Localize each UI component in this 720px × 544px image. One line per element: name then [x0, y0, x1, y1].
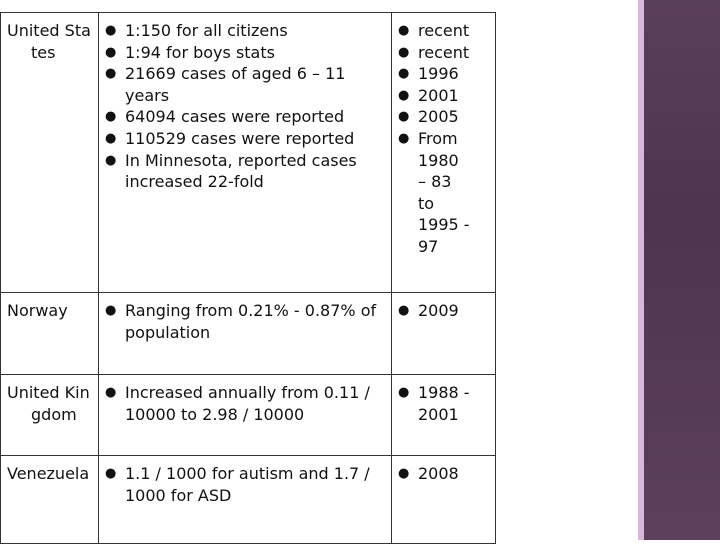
bullet-icon: ● — [105, 385, 117, 400]
bullet-icon: ● — [398, 23, 410, 38]
stats-list — [103, 20, 387, 193]
bullet-icon: ● — [398, 44, 410, 60]
bullet-icon: ● — [105, 66, 117, 82]
list-item: ● 1996 — [398, 64, 459, 84]
list-item: ● 1:150 for all citizens — [105, 21, 288, 40]
table-row-venezuela — [1, 456, 496, 544]
list-item: ● 1988 - 2001 — [398, 383, 470, 424]
list-item: ● 2001 — [398, 85, 459, 105]
stats-list — [103, 300, 387, 343]
list-item: ● 1.1 / 1000 for autism and 1.7 / 1000 for ASD — [105, 464, 370, 505]
bullet-icon: ● — [398, 87, 410, 103]
list-item: ● Ranging from 0.21% - 0.87% of population — [105, 301, 377, 342]
bullet-icon: ● — [105, 303, 117, 318]
bullet-icon: ● — [105, 23, 117, 38]
list-item: ● Increased annually from 0.11 / 10000 to 2.98 / 10000 — [105, 383, 370, 424]
bullet-icon: ● — [105, 44, 117, 60]
list-item: ● 2009 — [398, 301, 459, 320]
stats-cell — [99, 375, 392, 456]
country-name: Venezuela — [7, 464, 90, 483]
country-name: Norway — [7, 301, 68, 320]
country-name: United Kingdom — [7, 383, 90, 424]
list-item: ● In Minnesota, reported cases increased 22-fold — [105, 150, 357, 192]
list-item: ● 21669 cases of aged 6 – 11 years — [105, 64, 346, 105]
stats-list — [103, 382, 387, 425]
years-cell — [392, 293, 496, 375]
years-list — [396, 20, 491, 258]
prevalence-table — [0, 12, 496, 544]
table-row-united-kingdom — [1, 375, 496, 456]
country-cell — [1, 375, 99, 456]
list-item: ● 110529 cases were reported — [105, 128, 355, 148]
bullet-icon: ● — [398, 130, 410, 146]
stats-cell — [99, 456, 392, 544]
country-name: United States — [7, 21, 91, 62]
bullet-icon: ● — [398, 303, 410, 318]
years-cell — [392, 375, 496, 456]
table-row-united-states — [1, 13, 496, 293]
country-cell — [1, 13, 99, 293]
years-cell — [392, 13, 496, 293]
stats-cell — [99, 293, 392, 375]
stats-list — [103, 463, 387, 506]
list-item: ● recent — [398, 21, 470, 40]
bullet-icon: ● — [105, 109, 117, 125]
decorative-band-dark — [644, 0, 720, 540]
years-list — [396, 300, 491, 322]
list-item: ● From 1980 – 83 to 1995 - 97 — [398, 128, 470, 256]
stats-cell — [99, 13, 392, 293]
list-item: ● recent — [398, 42, 470, 62]
bullet-icon: ● — [105, 130, 117, 146]
country-cell — [1, 293, 99, 375]
list-item: ● 2008 — [398, 464, 459, 483]
years-list — [396, 463, 491, 485]
bullet-icon: ● — [105, 152, 117, 168]
bullet-icon: ● — [105, 466, 117, 481]
bullet-icon: ● — [398, 466, 410, 481]
years-cell — [392, 456, 496, 544]
list-item: ● 64094 cases were reported — [105, 107, 345, 127]
bullet-icon: ● — [398, 109, 410, 125]
bullet-icon: ● — [398, 385, 410, 400]
list-item: ● 1:94 for boys stats — [105, 42, 275, 62]
list-item: ● 2005 — [398, 107, 459, 127]
country-cell — [1, 456, 99, 544]
bullet-icon: ● — [398, 66, 410, 82]
years-list — [396, 382, 491, 425]
table-row-norway — [1, 293, 496, 375]
